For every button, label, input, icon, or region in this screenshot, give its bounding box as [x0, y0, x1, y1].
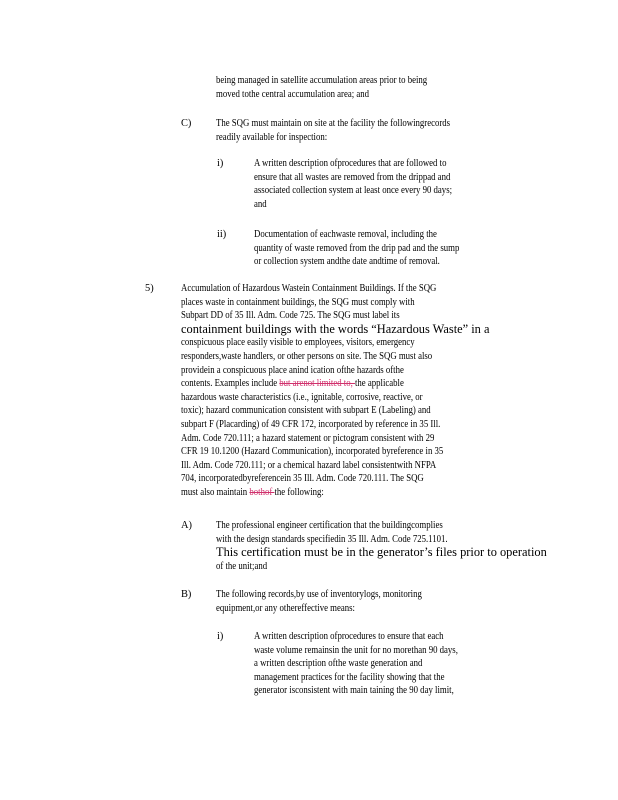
text-line: places waste in containment buildings, the SQG must comply with	[181, 296, 415, 308]
text-line: hazardous waste characteristics (i.e., ignitable, corrosive, reactive, or	[181, 391, 423, 403]
text-line: CFR 19 10.1200 (Hazard Communication), incorporated byreference in 35	[181, 446, 444, 458]
text-line: moved tothe central accumulation area; and	[216, 88, 370, 100]
item-c-ii-label: ii)	[217, 229, 227, 240]
text-line: subpart F (Placarding) of 49 CFR 172, incorporated by reference in 35 Ill.	[181, 418, 441, 430]
text-segment: contents. Examples include	[181, 378, 280, 390]
item-b-label: B)	[181, 589, 192, 600]
text-line: with the design standards specifiedin 35 Ill. Adm. Code 725.1101.	[216, 533, 448, 545]
item-5-label: 5)	[145, 283, 154, 294]
item-b-i-label: i)	[217, 631, 224, 642]
item-a-label: A)	[181, 520, 192, 531]
text-line: conspicuous place easily visible to employees, visitors, emergency	[181, 337, 415, 349]
item-c-text	[216, 117, 450, 144]
text-segment: the following:	[274, 486, 324, 498]
text-line: The SQG must maintain on site at the facility the followingrecords	[216, 118, 451, 129]
item-5-paragraph	[181, 282, 489, 500]
text-segment: must also maintain	[181, 486, 250, 498]
text-line: being managed in satellite accumulation areas prior to being	[216, 75, 428, 86]
item-c-ii-text	[254, 228, 459, 269]
item-c-i-text	[254, 157, 452, 211]
text-segment: the applicable	[354, 378, 404, 390]
text-line: waste volume remainsin the unit for no morethan 90 days,	[254, 644, 458, 656]
text-line: Ill. Adm. Code 720.111; or a chemical hazard label consistentwith NFPA	[181, 459, 437, 471]
item-b-text	[216, 588, 422, 615]
text-line: or collection system andthe date andtime of removal.	[254, 256, 440, 268]
text-line: management practices for the facility showing that the	[254, 671, 445, 683]
deleted-text: but arenot limited to,	[279, 378, 355, 390]
text-line: readily available for inspection:	[216, 131, 328, 143]
text-line: containment buildings with the words “Hazardous Waste” in a	[181, 321, 490, 336]
text-line: Documentation of eachwaste removal, including the	[254, 229, 437, 240]
text-line	[181, 486, 446, 500]
item-c-i-label: i)	[217, 158, 224, 169]
text-line: of the unit;and	[216, 560, 268, 572]
item-c-label: C)	[181, 118, 192, 129]
text-line: The following records,by use of inventorylogs, monitoring	[216, 589, 422, 600]
text-line: ensure that all wastes are removed from the drippad and	[254, 171, 451, 183]
text-line: a written description ofthe waste generation and	[254, 658, 423, 670]
text-line: generator isconsistent with main taining the 90 day limit,	[254, 685, 454, 697]
text-line: Adm. Code 720.111; a hazard statement or pictogram consistent with 29	[181, 432, 435, 444]
text-line: equipment,or any othereffective means:	[216, 602, 355, 614]
text-line: Accumulation of Hazardous Wastein Containment Buildings. If the SQG	[181, 283, 437, 294]
text-line: A written description ofprocedures that are followed to	[254, 158, 447, 169]
text-line: and	[254, 198, 267, 210]
text-line: This certification must be in the generator’s files prior to operation	[216, 545, 547, 560]
text-line: The professional engineer certification that the buildingcomplies	[216, 520, 443, 531]
text-line: responders,waste handlers, or other persons on site. The SQG must also	[181, 350, 433, 362]
item-b-i-text	[254, 630, 458, 698]
continuation-paragraph	[216, 74, 427, 101]
text-line: quantity of waste removed from the drip pad and the sump	[254, 242, 460, 254]
deleted-text: bothof	[249, 486, 275, 498]
text-line: Subpart DD of 35 Ill. Adm. Code 725. The SQG must label its	[181, 310, 400, 322]
text-line	[181, 377, 446, 391]
text-line: providein a conspicuous place anind ication ofthe hazards ofthe	[181, 364, 404, 376]
text-line: 704, incorporatedbyreferencein 35 Ill. Adm. Code 720.111. The SQG	[181, 473, 424, 485]
item-a-text	[216, 519, 547, 573]
text-line: A written description ofprocedures to ensure that each	[254, 631, 444, 642]
text-line: toxic); hazard communication consistent with subpart E (Labeling) and	[181, 405, 431, 417]
text-line: associated collection system at least once every 90 days;	[254, 185, 453, 197]
